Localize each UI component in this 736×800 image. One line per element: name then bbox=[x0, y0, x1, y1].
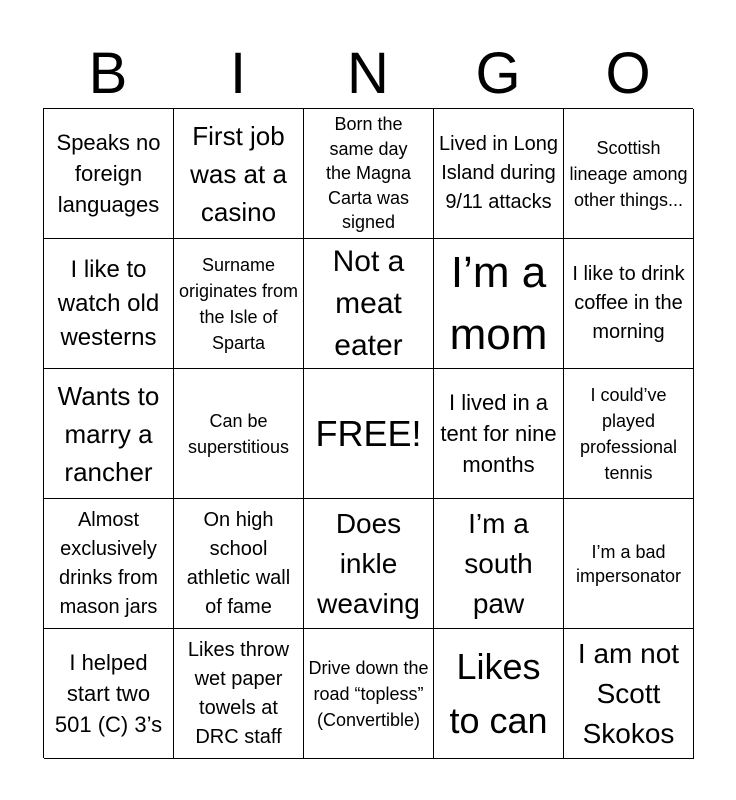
bingo-cell[interactable] bbox=[44, 499, 174, 629]
cell-text: I’m a south paw bbox=[464, 507, 533, 619]
bingo-cell[interactable] bbox=[174, 369, 304, 499]
bingo-cell[interactable] bbox=[304, 239, 434, 369]
cell-text: Likes throw wet paper towels at DRC staff bbox=[187, 638, 290, 748]
bingo-cell[interactable] bbox=[564, 239, 694, 369]
bingo-cell[interactable] bbox=[44, 239, 174, 369]
cell-text: I could’ve played professional tennis bbox=[579, 384, 678, 483]
cell-text: Speaks no foreign languages bbox=[56, 130, 161, 217]
cell-text: FREE! bbox=[315, 412, 422, 454]
bingo-cell[interactable] bbox=[174, 499, 304, 629]
cell-text: I’m a bad impersonator bbox=[575, 541, 682, 586]
header-letter-i: I bbox=[229, 41, 247, 106]
cell-text: Wants to marry a rancher bbox=[57, 380, 160, 487]
bingo-cell[interactable] bbox=[174, 239, 304, 369]
bingo-cell[interactable] bbox=[304, 109, 434, 239]
cell-text: I like to drink coffee in the morning bbox=[572, 263, 685, 343]
cell-text: Almost exclusively drinks from mason jars bbox=[59, 508, 158, 618]
bingo-cell[interactable] bbox=[434, 239, 564, 369]
bingo-cell[interactable] bbox=[564, 109, 694, 239]
cell-text: I am not Scott Skokos bbox=[577, 637, 680, 749]
cell-text: Does inkle weaving bbox=[317, 507, 420, 619]
cell-text: First job was at a casino bbox=[190, 120, 287, 227]
cell-text: Born the same day the Magna Carta was signed bbox=[325, 114, 412, 233]
cell-text: Not a meat eater bbox=[332, 244, 405, 362]
bingo-cell[interactable] bbox=[434, 629, 564, 759]
bingo-cell[interactable] bbox=[434, 109, 564, 239]
cell-text: Likes to can bbox=[449, 645, 548, 741]
header-letter-o: O bbox=[605, 41, 651, 106]
bingo-cell[interactable] bbox=[174, 109, 304, 239]
bingo-cell[interactable] bbox=[304, 629, 434, 759]
header-letter-g: G bbox=[475, 41, 521, 106]
cell-text: I helped start two 501 (C) 3’s bbox=[54, 650, 163, 737]
cell-text: Lived in Long Island during 9/11 attacks bbox=[439, 133, 558, 213]
bingo-cell[interactable] bbox=[44, 369, 174, 499]
cell-text: Drive down the road “topless” (Convertible) bbox=[308, 657, 429, 730]
header-letter-n: N bbox=[347, 41, 389, 106]
bingo-cell[interactable] bbox=[174, 629, 304, 759]
cell-text: Surname originates from the Isle of Sparta bbox=[178, 254, 299, 353]
bingo-cell[interactable] bbox=[304, 499, 434, 629]
bingo-cell[interactable] bbox=[44, 109, 174, 239]
cell-text: On high school athletic wall of fame bbox=[186, 508, 291, 618]
cell-text: Can be superstitious bbox=[187, 410, 290, 457]
bingo-cell[interactable] bbox=[564, 629, 694, 759]
bingo-board bbox=[43, 108, 693, 758]
header-letter-b: B bbox=[88, 41, 128, 106]
bingo-cell[interactable] bbox=[434, 369, 564, 499]
bingo-cell[interactable] bbox=[564, 369, 694, 499]
bingo-cell[interactable] bbox=[44, 629, 174, 759]
bingo-cell[interactable] bbox=[564, 499, 694, 629]
bingo-cell[interactable] bbox=[304, 369, 434, 499]
bingo-header bbox=[43, 40, 693, 108]
cell-text: I like to watch old westerns bbox=[57, 255, 160, 351]
bingo-cell[interactable] bbox=[434, 499, 564, 629]
cell-text: I’m a mom bbox=[449, 247, 548, 359]
cell-text: I lived in a tent for nine months bbox=[440, 390, 557, 477]
cell-text: Scottish lineage among other things... bbox=[569, 137, 688, 210]
